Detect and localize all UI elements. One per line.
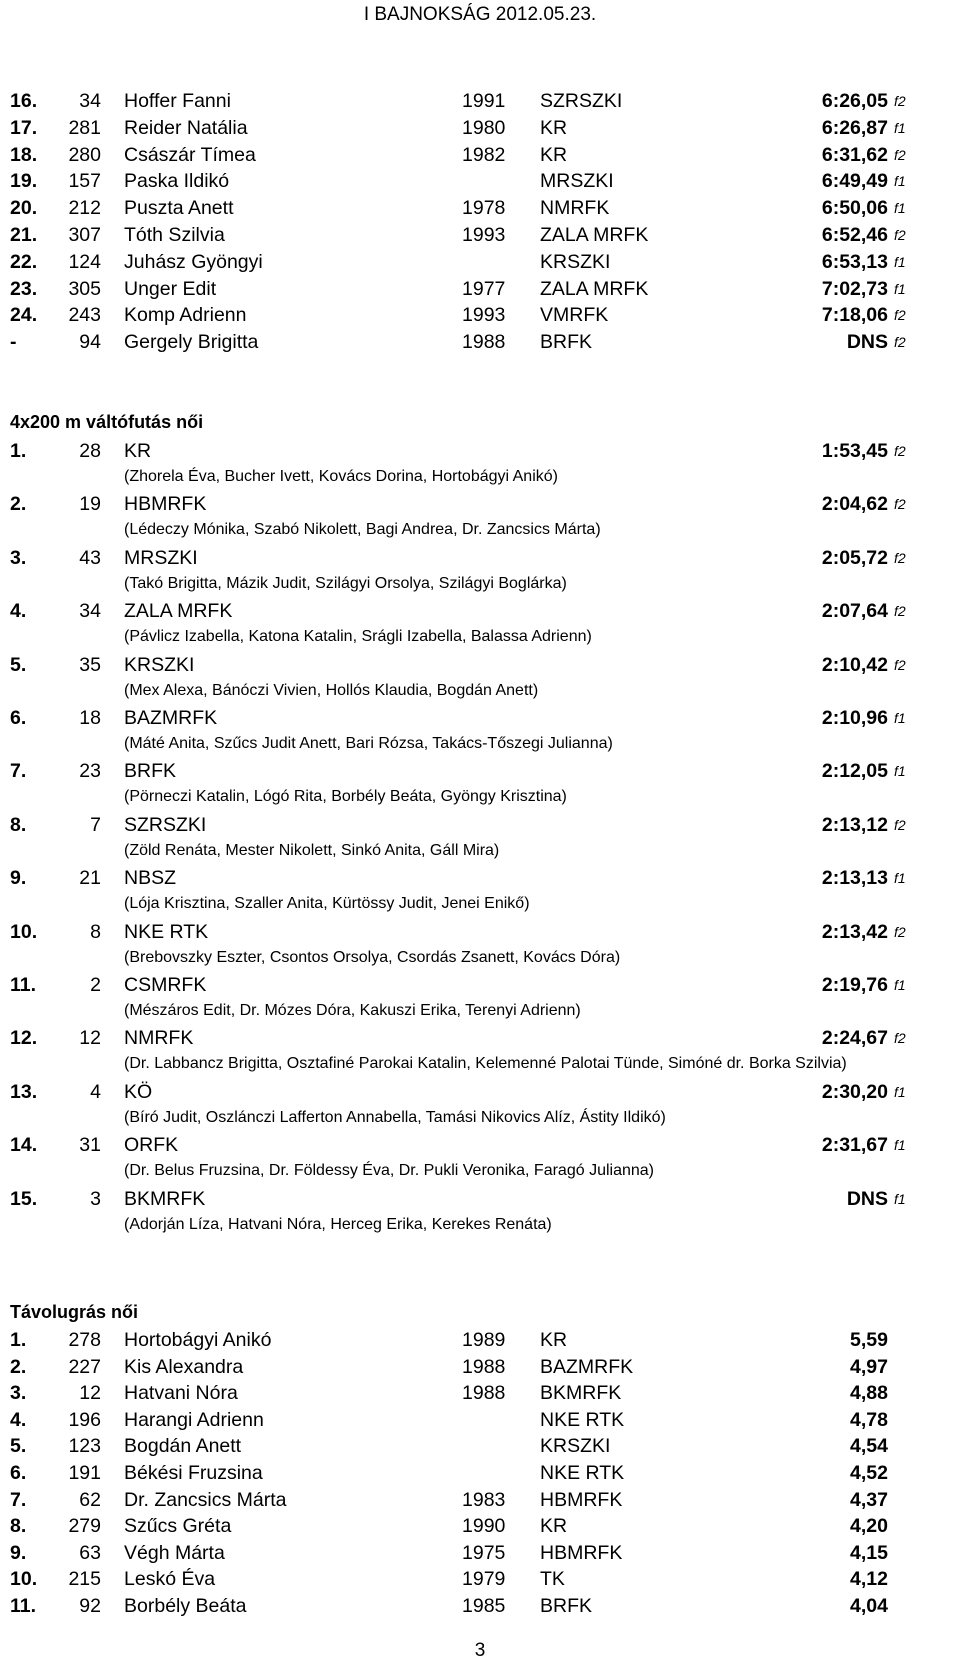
relay-members: (Brebovszky Eszter, Csontos Orsolya, Csordás Zsanett, Kovács Dóra) [124, 948, 621, 966]
place: 3. [10, 546, 27, 569]
bib-number: 279 [68, 1515, 101, 1538]
result: 2:07,64 [821, 600, 888, 623]
place: 12. [10, 1027, 38, 1050]
relay-row [0, 491, 960, 517]
place: 1. [10, 440, 27, 462]
place: 9. [10, 1541, 27, 1564]
place: 9. [10, 867, 27, 890]
result: 2:12,05 [821, 760, 888, 783]
club: TK [540, 1568, 565, 1591]
club: ZALA MRFK [540, 224, 649, 246]
heat-label: f2 [894, 923, 906, 940]
place: 10. [10, 1568, 38, 1591]
bib-number: 8 [90, 920, 101, 943]
team-name: MRSZKI [124, 546, 198, 569]
result: 6:31,62 [821, 143, 888, 166]
result: 4,54 [850, 1435, 888, 1458]
heat-label: f2 [894, 146, 906, 163]
result: 4,97 [850, 1355, 888, 1378]
longjump-row [0, 1327, 960, 1353]
bib-number: 63 [79, 1541, 101, 1564]
club: KR [540, 1329, 568, 1351]
club: KRSZKI [540, 1435, 611, 1458]
place: 11. [10, 974, 37, 996]
relay-row [0, 758, 960, 784]
heat-label: f2 [894, 93, 906, 109]
club: SZRSZKI [540, 90, 623, 112]
heat-label: f2 [894, 1030, 906, 1047]
team-name: KR [124, 440, 152, 462]
club: BRFK [540, 331, 593, 354]
relay-row [0, 1025, 960, 1051]
relay-members: (Zhorela Éva, Bucher Ivett, Kovács Dorina, Hortobágyi Anikó) [124, 468, 558, 485]
heat-label: f2 [894, 603, 906, 620]
athlete-name: Hortobágyi Anikó [124, 1329, 272, 1351]
result: 6:52,46 [821, 224, 888, 246]
team-name: NMRFK [124, 1027, 194, 1050]
birth-year: 1975 [462, 1541, 506, 1564]
result: 4,78 [850, 1408, 888, 1431]
bib-number: 191 [68, 1462, 101, 1484]
team-name: ORFK [124, 1134, 179, 1157]
athlete-name: Hoffer Fanni [124, 90, 231, 112]
team-name: KRSZKI [124, 653, 195, 676]
bib-number: 18 [79, 707, 101, 729]
club: BKMRFK [540, 1382, 622, 1405]
result: 4,52 [850, 1462, 888, 1484]
relay-row [0, 1132, 960, 1158]
heat-label: f2 [894, 443, 906, 459]
longjump-row [0, 1380, 960, 1406]
relay-row [0, 598, 960, 624]
longjump-row [0, 1460, 960, 1486]
birth-year: 1990 [462, 1515, 506, 1538]
athlete-name: Paska Ildikó [124, 170, 230, 193]
bib-number: 94 [79, 331, 101, 354]
place: 22. [10, 250, 38, 273]
longjump-row [0, 1487, 960, 1513]
relay-members: (Mészáros Edit, Dr. Mózes Dóra, Kakuszi Erika, Terenyi Adrienn) [124, 1002, 581, 1019]
place: 14. [10, 1134, 38, 1157]
athlete-name: Borbély Beáta [124, 1595, 247, 1617]
place: 15. [10, 1187, 38, 1210]
place: 23. [10, 277, 38, 300]
bib-number: 35 [79, 653, 101, 676]
relay-members: (Bíró Judit, Oszlánczi Lafferton Annabella, Tamási Nikovics Alíz, Ástity Ildikó) [124, 1108, 666, 1126]
bib-number: 43 [79, 546, 101, 569]
bib-number: 62 [79, 1488, 101, 1511]
place: 24. [10, 304, 38, 327]
birth-year: 1982 [462, 143, 506, 166]
place: 10. [10, 920, 38, 943]
relay-row [0, 972, 960, 998]
result: 4,88 [850, 1382, 888, 1405]
club: NKE RTK [540, 1408, 625, 1431]
result-row [0, 222, 960, 248]
result: 4,37 [850, 1488, 888, 1511]
bib-number: 19 [79, 493, 101, 516]
result-row [0, 302, 960, 328]
athlete-name: Juhász Gyöngyi [124, 250, 263, 273]
result-row [0, 249, 960, 275]
bib-number: 215 [68, 1568, 101, 1591]
team-name: NBSZ [124, 867, 177, 890]
bib-number: 4 [90, 1080, 101, 1103]
relay-members: (Pörneczi Katalin, Lógó Rita, Borbély Beáta, Gyöngy Krisztina) [124, 788, 567, 806]
bib-number: 12 [79, 1027, 101, 1050]
athlete-name: Harangi Adrienn [124, 1408, 264, 1431]
relay-row [0, 865, 960, 891]
longjump-row [0, 1593, 960, 1619]
birth-year: 1979 [462, 1568, 506, 1591]
club: KRSZKI [540, 250, 611, 273]
club: HBMRFK [540, 1541, 623, 1564]
place: 2. [10, 493, 27, 516]
heat-label: f1 [894, 253, 906, 270]
result: 7:02,73 [821, 277, 888, 300]
bib-number: 12 [79, 1382, 101, 1405]
birth-year: 1993 [462, 304, 506, 327]
page-number: 3 [474, 1640, 486, 1661]
longjump-row [0, 1354, 960, 1380]
bib-number: 280 [68, 143, 101, 166]
club: ZALA MRFK [540, 277, 649, 300]
club: KR [540, 143, 568, 166]
team-name: HBMRFK [124, 493, 207, 516]
result: 4,20 [850, 1515, 888, 1538]
bib-number: 3 [90, 1187, 101, 1210]
result: 6:26,05 [821, 90, 888, 112]
team-name: BKMRFK [124, 1187, 206, 1210]
longjump-title: Távolugrás női [10, 1302, 139, 1322]
result-row [0, 142, 960, 168]
result: 2:31,67 [821, 1134, 888, 1157]
relay-row [0, 812, 960, 838]
result: 6:53,13 [821, 250, 888, 273]
result: 2:13,13 [821, 867, 888, 890]
bib-number: 123 [68, 1435, 101, 1458]
bib-number: 7 [90, 813, 101, 836]
bib-number: 28 [79, 440, 101, 462]
club: NKE RTK [540, 1462, 625, 1484]
result: 4,12 [850, 1568, 888, 1591]
bib-number: 31 [79, 1134, 101, 1157]
relay-members: (Lója Krisztina, Szaller Anita, Kürtössy Judit, Jenei Enikő) [124, 895, 530, 913]
longjump-row [0, 1540, 960, 1566]
result: 7:18,06 [821, 304, 888, 327]
result: DNS [846, 1187, 888, 1210]
heat-label: f2 [894, 334, 906, 351]
place: 2. [10, 1355, 27, 1378]
place: 7. [10, 760, 27, 783]
bib-number: 23 [79, 760, 101, 783]
place: 3. [10, 1382, 27, 1405]
place: - [10, 331, 17, 354]
team-name: KÖ [124, 1080, 153, 1103]
place: 18. [10, 143, 38, 166]
relay-row [0, 1079, 960, 1105]
club: KR [540, 1515, 568, 1538]
birth-year: 1977 [462, 277, 506, 300]
result: DNS [846, 331, 888, 354]
bib-number: 124 [68, 250, 101, 273]
athlete-name: Kis Alexandra [124, 1355, 244, 1378]
athlete-name: Császár Tímea [124, 143, 256, 166]
longjump-row [0, 1513, 960, 1539]
place: 8. [10, 1515, 27, 1538]
place: 7. [10, 1488, 27, 1511]
team-name: CSMRFK [124, 974, 207, 996]
athlete-name: Dr. Zancsics Márta [124, 1488, 287, 1511]
athlete-name: Reider Natália [124, 116, 248, 139]
longjump-row [0, 1407, 960, 1433]
place: 16. [10, 90, 38, 112]
birth-year: 1985 [462, 1595, 506, 1617]
birth-year: 1988 [462, 1355, 506, 1378]
birth-year: 1988 [462, 331, 506, 354]
relay-row [0, 438, 960, 464]
bib-number: 157 [68, 170, 101, 193]
bib-number: 2 [90, 974, 101, 996]
place: 5. [10, 653, 27, 676]
relay-row [0, 919, 960, 945]
heat-label: f1 [894, 200, 906, 217]
athlete-name: Gergely Brigitta [124, 331, 259, 354]
athlete-name: Komp Adrienn [124, 304, 247, 327]
longjump-row [0, 1433, 960, 1459]
heat-label: f1 [894, 1137, 906, 1154]
page-header: I BAJNOKSÁG 2012.05.23. [363, 4, 597, 25]
heat-label: f2 [894, 227, 906, 243]
bib-number: 34 [79, 90, 101, 112]
birth-year: 1988 [462, 1382, 506, 1405]
bib-number: 307 [68, 224, 101, 246]
club: HBMRFK [540, 1488, 623, 1511]
result: 2:30,20 [821, 1080, 888, 1103]
result: 6:49,49 [821, 170, 888, 193]
place: 1. [10, 1329, 27, 1351]
place: 4. [10, 600, 27, 623]
relay-members: (Takó Brigitta, Mázik Judit, Szilágyi Orsolya, Szilágyi Boglárka) [124, 574, 567, 592]
relay-members: (Máté Anita, Szűcs Judit Anett, Bari Rózsa, Takács-Tőszegi Julianna) [124, 735, 613, 752]
place: 19. [10, 170, 38, 193]
result: 6:26,87 [821, 116, 888, 139]
result-row [0, 195, 960, 221]
team-name: ZALA MRFK [124, 600, 233, 623]
relay-members: (Zöld Renáta, Mester Nikolett, Sinkó Anita, Gáll Mira) [124, 841, 500, 859]
longjump-row [0, 1566, 960, 1592]
birth-year: 1989 [462, 1329, 506, 1351]
bib-number: 278 [68, 1329, 101, 1351]
birth-year: 1978 [462, 197, 506, 220]
heat-label: f1 [894, 1190, 906, 1207]
heat-label: f1 [894, 710, 906, 726]
result: 2:24,67 [821, 1027, 888, 1050]
result: 1:53,45 [821, 440, 888, 462]
club: KR [540, 116, 568, 139]
bib-number: 243 [68, 304, 101, 327]
team-name: NKE RTK [124, 920, 209, 943]
club: BRFK [540, 1595, 593, 1617]
birth-year: 1991 [462, 90, 506, 112]
heat-label: f2 [894, 549, 906, 566]
club: BAZMRFK [540, 1355, 634, 1378]
relay-members: (Dr. Belus Fruzsina, Dr. Földessy Éva, Dr. Pukli Veronika, Faragó Julianna) [124, 1162, 654, 1180]
athlete-name: Tóth Szilvia [124, 224, 225, 246]
relay-title: 4x200 m váltófutás női [10, 412, 204, 432]
heat-label: f2 [894, 816, 906, 833]
heat-label: f2 [894, 656, 906, 673]
athlete-name: Bogdán Anett [124, 1435, 242, 1458]
place: 5. [10, 1435, 27, 1458]
bib-number: 196 [68, 1408, 101, 1431]
athlete-name: Hatvani Nóra [124, 1382, 238, 1405]
result-row [0, 276, 960, 302]
result: 2:19,76 [821, 974, 888, 996]
bib-number: 227 [68, 1355, 101, 1378]
athlete-name: Unger Edit [124, 277, 217, 300]
athlete-name: Leskó Éva [124, 1568, 216, 1591]
result: 2:04,62 [821, 493, 888, 516]
result: 2:13,42 [821, 920, 888, 943]
heat-label: f1 [894, 280, 906, 297]
place: 6. [10, 1462, 27, 1484]
club: VMRFK [540, 304, 609, 327]
result: 6:50,06 [821, 197, 888, 220]
heat-label: f1 [894, 763, 906, 780]
relay-members: (Adorján Líza, Hatvani Nóra, Herceg Erika, Kerekes Renáta) [124, 1215, 552, 1233]
result: 2:10,42 [821, 653, 888, 676]
result: 2:10,96 [821, 707, 888, 729]
club: NMRFK [540, 197, 610, 220]
birth-year: 1983 [462, 1488, 506, 1511]
relay-members: (Mex Alexa, Bánóczi Vivien, Hollós Klaudia, Bogdán Anett) [124, 681, 539, 699]
heat-label: f1 [894, 977, 906, 993]
result: 2:05,72 [821, 546, 888, 569]
athlete-name: Szűcs Gréta [124, 1515, 232, 1538]
bib-number: 305 [68, 277, 101, 300]
place: 4. [10, 1408, 27, 1431]
heat-label: f2 [894, 496, 906, 513]
heat-label: f1 [894, 1083, 906, 1100]
birth-year: 1980 [462, 116, 506, 139]
athlete-name: Végh Márta [124, 1541, 225, 1564]
relay-row [0, 545, 960, 571]
place: 11. [10, 1595, 37, 1617]
bib-number: 34 [79, 600, 101, 623]
relay-members: (Lédeczy Mónika, Szabó Nikolett, Bagi Andrea, Dr. Zancsics Márta) [124, 521, 601, 539]
relay-row [0, 1186, 960, 1212]
team-name: BAZMRFK [124, 707, 218, 729]
place: 21. [10, 224, 38, 246]
team-name: BRFK [124, 760, 177, 783]
bib-number: 92 [79, 1595, 101, 1617]
place: 13. [10, 1080, 38, 1103]
result-row [0, 115, 960, 141]
heat-label: f1 [894, 173, 906, 190]
birth-year: 1993 [462, 224, 506, 246]
place: 8. [10, 813, 27, 836]
bib-number: 21 [79, 867, 101, 890]
club: MRSZKI [540, 170, 614, 193]
heat-label: f2 [894, 307, 906, 324]
result: 4,15 [850, 1541, 888, 1564]
bib-number: 212 [68, 197, 101, 220]
result-row [0, 329, 960, 355]
result: 2:13,12 [821, 813, 888, 836]
athlete-name: Puszta Anett [124, 197, 234, 220]
bib-number: 281 [68, 116, 101, 139]
result: 4,04 [850, 1595, 888, 1617]
place: 6. [10, 707, 27, 729]
team-name: SZRSZKI [124, 813, 207, 836]
place: 20. [10, 197, 38, 220]
heat-label: f1 [894, 870, 906, 887]
relay-row [0, 652, 960, 678]
result-row [0, 88, 960, 114]
place: 17. [10, 116, 38, 139]
relay-members: (Dr. Labbancz Brigitta, Osztafiné Parokai Katalin, Kelemenné Palotai Tünde, Simóné dr. Borka Szilvia) [124, 1055, 847, 1073]
result: 5,59 [850, 1329, 888, 1351]
heat-label: f1 [894, 119, 906, 136]
result-row [0, 168, 960, 194]
relay-row [0, 705, 960, 731]
relay-members: (Pávlicz Izabella, Katona Katalin, Srágli Izabella, Balassa Adrienn) [124, 628, 592, 646]
athlete-name: Békési Fruzsina [124, 1462, 263, 1484]
